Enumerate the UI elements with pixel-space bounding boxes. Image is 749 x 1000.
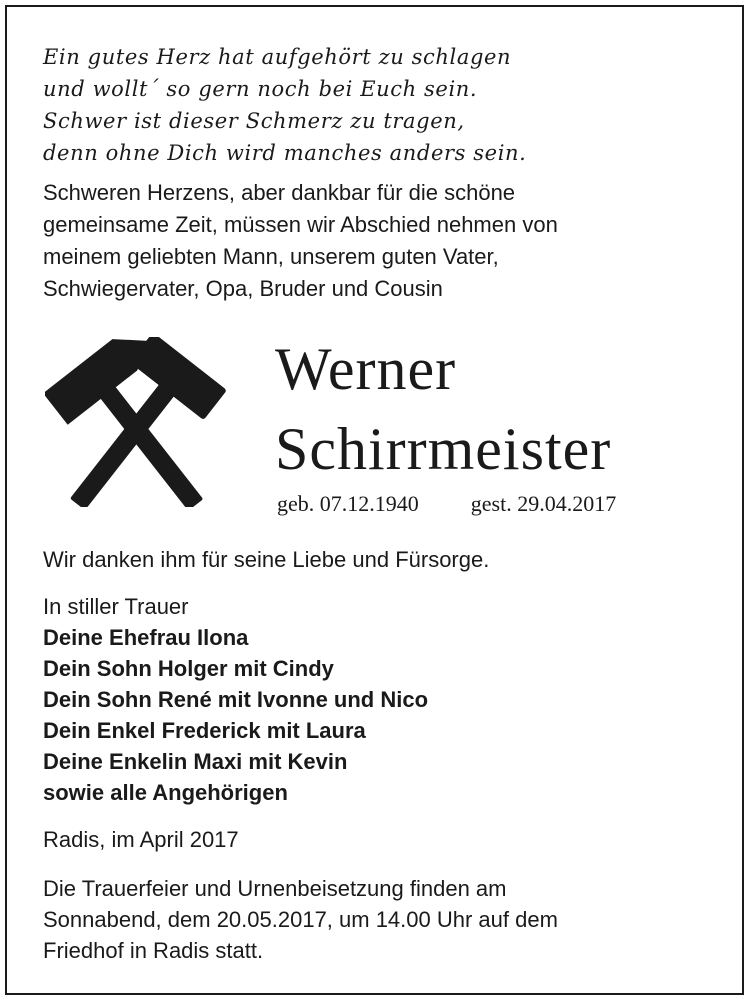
mourner-line: Deine Enkelin Maxi mit Kevin bbox=[43, 749, 348, 774]
intro-line: meinem geliebten Mann, unserem guten Vater, bbox=[43, 244, 499, 269]
mourner-line: Dein Enkel Frederick mit Laura bbox=[43, 718, 366, 743]
intro-text bbox=[43, 177, 558, 305]
mourners bbox=[43, 591, 428, 808]
funeral-line: Sonnabend, dem 20.05.2017, um 14.00 Uhr auf dem bbox=[43, 907, 558, 932]
funeral-line: Die Trauerfeier und Urnenbeisetzung finden am bbox=[43, 876, 507, 901]
life-dates bbox=[277, 490, 616, 518]
poem-line: denn ohne Dich wird manches anders sein. bbox=[43, 141, 527, 165]
poem-line: Schwer ist dieser Schmerz zu tragen, bbox=[43, 109, 465, 133]
funeral-info bbox=[43, 873, 558, 966]
thanks-text: Wir danken ihm für seine Liebe und Fürsorge. bbox=[43, 547, 490, 572]
intro-line: Schwiegervater, Opa, Bruder und Cousin bbox=[43, 276, 443, 301]
death-date: gest. 29.04.2017 bbox=[470, 491, 617, 516]
mourner-line: Dein Sohn Holger mit Cindy bbox=[43, 656, 334, 681]
place-and-date: Radis, im April 2017 bbox=[43, 827, 239, 852]
intro-line: gemeinsame Zeit, müssen wir Abschied nehmen von bbox=[43, 212, 558, 237]
mourner-line: sowie alle Angehörigen bbox=[43, 780, 288, 805]
poem-line: Ein gutes Herz hat aufgehört zu schlagen bbox=[43, 45, 512, 69]
hammer-and-pick-icon bbox=[45, 337, 230, 507]
mourning-heading: In stiller Trauer bbox=[43, 594, 189, 619]
first-name: Werner bbox=[275, 336, 457, 402]
intro-line: Schweren Herzens, aber dankbar für die schöne bbox=[43, 180, 516, 205]
poem bbox=[43, 41, 526, 169]
mourner-line: Deine Ehefrau Ilona bbox=[43, 625, 249, 650]
funeral-line: Friedhof in Radis statt. bbox=[43, 938, 264, 963]
obituary-notice bbox=[5, 5, 744, 995]
mourner-line: Dein Sohn René mit Ivonne und Nico bbox=[43, 687, 429, 712]
deceased-name bbox=[275, 329, 611, 489]
poem-line: und wollt´ so gern noch bei Euch sein. bbox=[43, 77, 478, 101]
last-name: Schirrmeister bbox=[275, 416, 612, 482]
birth-date: geb. 07.12.1940 bbox=[277, 491, 419, 516]
